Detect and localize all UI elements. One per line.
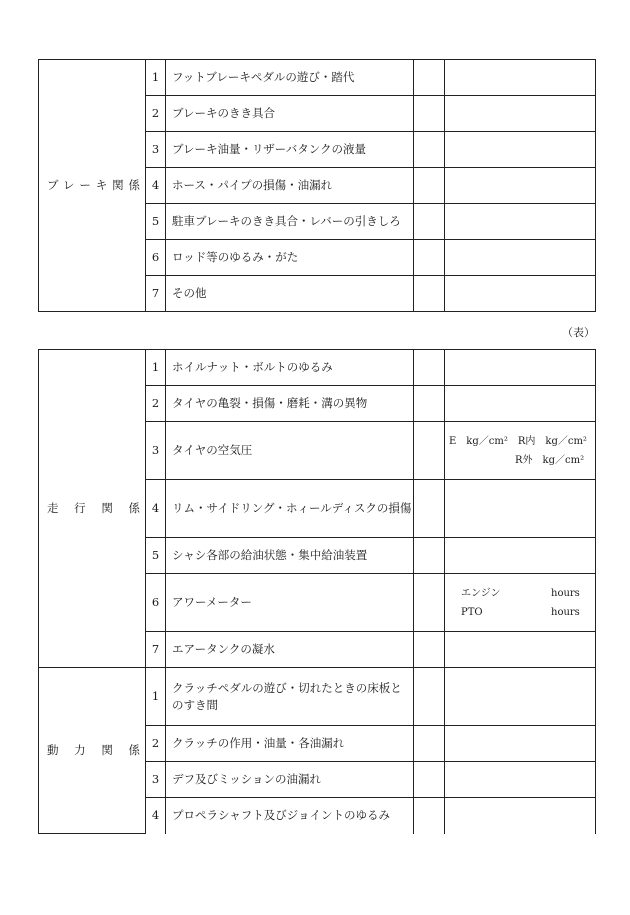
check-cell[interactable] [414, 350, 445, 386]
remarks-cell[interactable] [445, 668, 596, 726]
category-running: 走行関係 [39, 350, 146, 668]
remarks-cell[interactable] [445, 60, 596, 96]
remarks-cell[interactable] [445, 798, 596, 834]
item-label: アワーメーター [166, 574, 414, 632]
item-number: 2 [146, 386, 166, 422]
brake-inspection-table [38, 59, 596, 312]
check-cell[interactable] [414, 798, 445, 834]
remarks-cell[interactable] [445, 762, 596, 798]
hour-meter-engine [461, 584, 591, 603]
check-cell[interactable] [414, 574, 445, 632]
category-power: 動力関係 [39, 668, 146, 834]
item-label: シャシ各部の給油状態・集中給油装置 [166, 538, 414, 574]
check-cell[interactable] [414, 276, 445, 312]
remarks-cell[interactable] [445, 350, 596, 386]
item-number: 6 [146, 574, 166, 632]
check-cell[interactable] [414, 168, 445, 204]
remarks-cell[interactable] [445, 132, 596, 168]
item-label: タイヤの空気圧 [166, 422, 414, 480]
item-label: ホース・パイプの損傷・油漏れ [166, 168, 414, 204]
item-number: 5 [146, 204, 166, 240]
item-label: タイヤの亀裂・損傷・磨耗・溝の異物 [166, 386, 414, 422]
tire-pressure-note[interactable] [445, 422, 596, 480]
item-label: ロッド等のゆるみ・がた [166, 240, 414, 276]
remarks-cell[interactable] [445, 240, 596, 276]
item-label: クラッチペダルの遊び・切れたときの床板とのすき間 [166, 668, 414, 726]
item-label: ホイルナット・ボルトのゆるみ [166, 350, 414, 386]
item-number: 2 [146, 726, 166, 762]
remarks-cell[interactable] [445, 480, 596, 538]
check-cell[interactable] [414, 726, 445, 762]
remarks-cell[interactable] [445, 538, 596, 574]
check-cell[interactable] [414, 538, 445, 574]
remarks-cell[interactable] [445, 204, 596, 240]
check-cell[interactable] [414, 60, 445, 96]
check-cell[interactable] [414, 480, 445, 538]
item-number: 6 [146, 240, 166, 276]
remarks-cell[interactable] [445, 168, 596, 204]
item-number: 7 [146, 632, 166, 668]
item-number: 1 [146, 350, 166, 386]
item-label: ブレーキ油量・リザーバタンクの液量 [166, 132, 414, 168]
tire-pressure-line-2: R外 kg／cm² [515, 454, 585, 466]
item-label: デフ及びミッションの油漏れ [166, 762, 414, 798]
engine-unit: hours [551, 587, 580, 599]
item-label: ブレーキのきき具合 [166, 96, 414, 132]
category-brake: ブレーキ関係 [39, 60, 146, 312]
item-label: その他 [166, 276, 414, 312]
remarks-cell[interactable] [445, 96, 596, 132]
check-cell[interactable] [414, 762, 445, 798]
table-row [39, 60, 596, 96]
check-cell[interactable] [414, 668, 445, 726]
item-number: 7 [146, 276, 166, 312]
check-cell[interactable] [414, 632, 445, 668]
check-cell[interactable] [414, 96, 445, 132]
running-power-inspection-table [38, 349, 596, 834]
remarks-cell[interactable] [445, 726, 596, 762]
pto-unit: hours [551, 606, 580, 618]
hour-meter-note[interactable] [445, 574, 596, 632]
item-number: 4 [146, 168, 166, 204]
remarks-cell[interactable] [445, 632, 596, 668]
hour-meter-pto [461, 603, 591, 622]
item-number: 3 [146, 132, 166, 168]
table-row [39, 350, 596, 386]
table-caption: （表） [562, 326, 595, 339]
check-cell[interactable] [414, 204, 445, 240]
table-row [39, 668, 596, 726]
item-label: リム・サイドリング・ホィールディスクの損傷 [166, 480, 414, 538]
item-label: 駐車ブレーキのきき具合・レバーの引きしろ [166, 204, 414, 240]
item-number: 3 [146, 762, 166, 798]
item-number: 2 [146, 96, 166, 132]
item-label: エアータンクの凝水 [166, 632, 414, 668]
item-label: フットブレーキペダルの遊び・踏代 [166, 60, 414, 96]
item-label: プロペラシャフト及びジョイントのゆるみ [166, 798, 414, 834]
item-number: 4 [146, 480, 166, 538]
check-cell[interactable] [414, 132, 445, 168]
check-cell[interactable] [414, 422, 445, 480]
check-cell[interactable] [414, 386, 445, 422]
item-label: クラッチの作用・油量・各油漏れ [166, 726, 414, 762]
remarks-cell[interactable] [445, 276, 596, 312]
item-number: 4 [146, 798, 166, 834]
pto-label: PTO [461, 606, 483, 618]
tire-pressure-line-1: E kg／cm² R内 kg／cm² [449, 435, 587, 447]
item-number: 1 [146, 60, 166, 96]
check-cell[interactable] [414, 240, 445, 276]
item-number: 3 [146, 422, 166, 480]
remarks-cell[interactable] [445, 386, 596, 422]
item-number: 1 [146, 668, 166, 726]
engine-label: エンジン [461, 587, 501, 599]
item-number: 5 [146, 538, 166, 574]
